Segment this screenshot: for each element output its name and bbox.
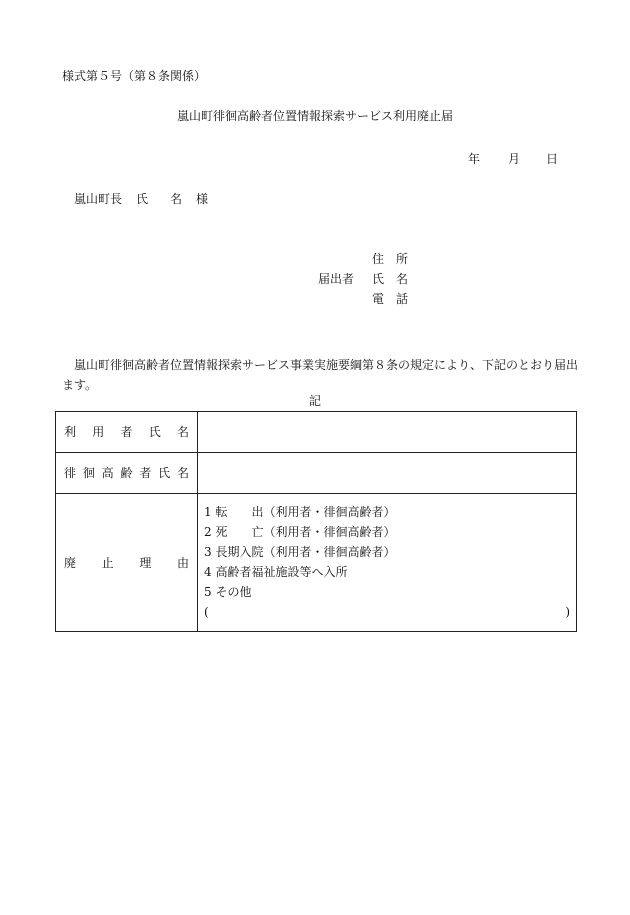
reason-label (56, 557, 197, 569)
paren-close: ) (565, 604, 570, 619)
label-char: 用 (92, 425, 105, 439)
record-table (55, 411, 577, 632)
document-title: 嵐山町徘徊高齢者位置情報探索サービス利用廃止届 (176, 109, 453, 123)
date-month: 月 (508, 152, 521, 166)
user-name-label (56, 426, 197, 438)
date-line (468, 153, 558, 165)
label-char: 由 (176, 555, 189, 570)
elder-name-label-cell (56, 453, 198, 494)
label-char: 者 (120, 425, 133, 439)
addressee-mei: 名 (170, 192, 183, 206)
label-char: 名 (176, 466, 189, 480)
label-char: 廃 (64, 555, 77, 570)
table-row (56, 453, 577, 494)
reason-item-other: 5 その他 (204, 584, 252, 599)
paren-open: ( (204, 604, 209, 619)
user-name-label-cell (56, 412, 198, 453)
name-label: 氏 名 (372, 272, 409, 286)
reason-cell (198, 494, 577, 632)
label-char: 利 (64, 425, 77, 439)
label-char: 名 (176, 425, 189, 439)
reason-item-hospital: 3 長期入院（利用者・徘徊高齢者） (204, 544, 396, 559)
date-day: 日 (546, 152, 559, 166)
reason-item-transfer: 1 転 出（利用者・徘徊高齢者） (204, 504, 396, 519)
elder-name-label (56, 467, 197, 479)
form-number: 様式第５号（第８条関係） (62, 69, 207, 83)
addressee-shi: 氏 (136, 192, 149, 206)
addressee-name: 嵐山町長 (74, 192, 123, 206)
phone-label: 電 話 (372, 292, 409, 306)
table-row (56, 494, 577, 632)
label-char: 止 (101, 555, 114, 570)
label-char: 齢 (120, 466, 133, 480)
reason-label-cell (56, 494, 198, 632)
reason-item-facility: 4 高齢者福祉施設等へ入所 (204, 564, 348, 579)
addressee-sama: 様 (196, 192, 209, 206)
reason-list (198, 498, 576, 628)
label-char: 徊 (82, 466, 95, 480)
notifier-label: 届出者 (318, 272, 355, 286)
ki-mark: 記 (308, 394, 321, 408)
label-char: 氏 (148, 425, 161, 439)
label-char: 氏 (158, 466, 171, 480)
user-name-field[interactable] (198, 412, 577, 453)
label-char: 徘 (64, 466, 77, 480)
table-row (56, 412, 577, 453)
label-char: 者 (139, 466, 152, 480)
body-text: 嵐山町徘徊高齢者位置情報探索サービス事業実施要綱第８条の規定により、下記のとおり届出ます。 (62, 358, 579, 392)
address-label: 住 所 (372, 252, 409, 266)
addressee (74, 193, 208, 205)
elder-name-field[interactable] (198, 453, 577, 494)
label-char: 高 (101, 466, 114, 480)
reason-item-death: 2 死 亡（利用者・徘徊高齢者） (204, 524, 396, 539)
other-reason-field[interactable] (204, 602, 570, 622)
label-char: 理 (139, 555, 152, 570)
date-year: 年 (468, 152, 481, 166)
